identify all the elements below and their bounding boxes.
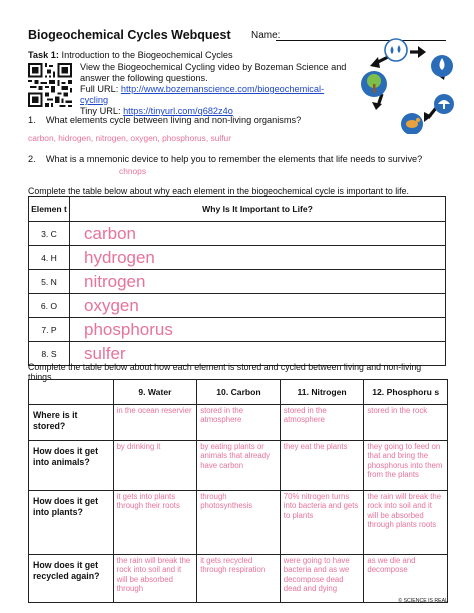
column-header-phosphorus: 12. Phosphoru s — [364, 380, 448, 405]
table-row — [29, 405, 448, 441]
full-url-label: Full URL: — [80, 84, 119, 94]
table-row — [29, 555, 448, 603]
mushroom-icon — [434, 94, 454, 114]
qr-code-icon — [28, 63, 72, 107]
table-row — [29, 318, 446, 342]
answer-cell[interactable]: nitrogen — [70, 270, 446, 294]
table-row — [29, 246, 446, 270]
answer-cell[interactable]: as we die and decompose — [364, 555, 448, 603]
water-droplets-icon — [385, 39, 407, 61]
table-row — [29, 441, 448, 491]
column-header-water: 9. Water — [113, 380, 197, 405]
answer-cell[interactable]: through photosynthesis — [197, 491, 281, 555]
answer-cell[interactable]: the rain will break the rock into soil and it will be absorbed through plants roots — [364, 491, 448, 555]
answer-cell[interactable]: were going to have bacteria and as we decompose dead dead and dying — [280, 555, 364, 603]
task1-label: Task 1: — [28, 50, 59, 60]
answer-cell[interactable]: they going to feed on that and bring the phosphorus into them from the plants — [364, 441, 448, 491]
answer-cell[interactable]: stored in the atmosphere — [197, 405, 281, 441]
full-url-line — [80, 84, 350, 106]
answer-cell[interactable]: stored in the rock — [364, 405, 448, 441]
biogeochemical-cycle-graphic — [352, 38, 456, 134]
copyright-notice: © SCIENCE IS REAL — [398, 598, 448, 604]
column-header-nitrogen: 11. Nitrogen — [280, 380, 364, 405]
answer-cell[interactable]: they eat the plants — [280, 441, 364, 491]
row-header: How does it get into plants? — [29, 491, 114, 555]
water-drop-icon — [431, 55, 453, 77]
question-2 — [28, 154, 428, 164]
element-cell: 5. N — [29, 270, 70, 294]
element-cell: 4. H — [29, 246, 70, 270]
element-cell: 3. C — [29, 222, 70, 246]
element-cell: 8. S — [29, 342, 70, 366]
element-importance-table — [28, 196, 446, 366]
row-header: How does it get recycled again? — [29, 555, 114, 603]
answer-1[interactable]: carbon, hidrogen, nitrogen, oxygen, phosphorus, sulfur — [28, 133, 231, 143]
tiny-url-link[interactable]: https://tinyurl.com/q682z4o — [123, 106, 233, 116]
answer-cell[interactable]: 70% nitrogen turns into bacteria and gets to plants — [280, 491, 364, 555]
task1-title: Introduction to the Biogeochemical Cycles — [61, 50, 233, 60]
answer-cell[interactable]: hydrogen — [70, 246, 446, 270]
name-label: Name: — [251, 30, 281, 41]
table2-instruction: Complete the table below about how each element is stored and cycled between living and non-living things. — [28, 362, 422, 382]
task1-instructions — [80, 62, 350, 117]
row-header: How does it get into animals? — [29, 441, 114, 491]
answer-cell[interactable]: oxygen — [70, 294, 446, 318]
table1-instruction: Complete the table below about why each element in the biogeochemical cycle is important to life. — [28, 186, 409, 196]
answer-cell[interactable]: carbon — [70, 222, 446, 246]
plant-icon — [361, 71, 387, 97]
answer-cell[interactable]: sulfer — [70, 342, 446, 366]
row-header: Where is it stored? — [29, 405, 114, 441]
intro-text: View the Biogeochemical Cycling video by Bozeman Science and answer the following questions. — [80, 62, 347, 83]
table-row — [29, 270, 446, 294]
task1-heading — [28, 50, 233, 60]
table-row — [29, 222, 446, 246]
column-header-blank — [29, 380, 114, 405]
table-row — [29, 491, 448, 555]
answer-cell[interactable]: it gets recycled through respiration — [197, 555, 281, 603]
table-header-row — [29, 380, 448, 405]
answer-cell[interactable]: stored in the atmosphere — [280, 405, 364, 441]
answer-cell[interactable]: the rain will break the rock into soil and it will be absorbed through — [113, 555, 197, 603]
animal-icon — [401, 113, 423, 134]
tiny-url-label: Tiny URL: — [80, 106, 121, 116]
answer-cell[interactable]: by drinking it — [113, 441, 197, 491]
table-header-row — [29, 197, 446, 222]
element-cell: 6. O — [29, 294, 70, 318]
element-cycle-table — [28, 379, 448, 603]
answer-cell[interactable]: phosphorus — [70, 318, 446, 342]
column-header-element: Elemen t — [29, 197, 70, 222]
question-1 — [28, 115, 301, 125]
answer-2[interactable]: chnops — [119, 166, 147, 176]
answer-cell[interactable]: by eating plants or animals that already have carbon — [197, 441, 281, 491]
answer-cell[interactable]: it gets into plants through their roots — [113, 491, 197, 555]
column-header-carbon: 10. Carbon — [197, 380, 281, 405]
question-2-number: 2. — [28, 154, 36, 164]
table-row — [29, 294, 446, 318]
element-cell: 7. P — [29, 318, 70, 342]
page-title: Biogeochemical Cycles Webquest — [28, 28, 231, 42]
full-url-link[interactable]: http://www.bozemanscience.com/biogeochemical-cycling — [80, 84, 325, 105]
question-1-text: What elements cycle between living and non-living organisms? — [45, 115, 302, 125]
answer-cell[interactable]: in the ocean reservier — [113, 405, 197, 441]
question-1-number: 1. — [28, 115, 36, 125]
question-2-text: What is a mnemonic device to help you to remember the elements that life needs to survive? — [45, 154, 423, 164]
column-header-why: Why Is It Important to Life? — [70, 197, 446, 222]
